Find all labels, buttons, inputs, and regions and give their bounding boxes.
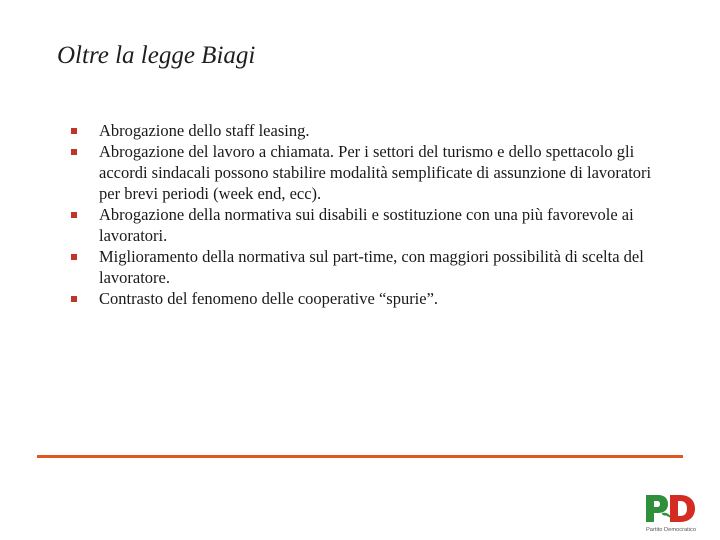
square-bullet-icon [71,296,77,302]
bullet-item [70,204,670,246]
bullet-item [70,120,670,141]
bullet-text: Miglioramento della normativa sul part-time, con maggiori possibilità di scelta del lavoratore. [99,247,644,287]
logo-tagline: Partito Democratico [646,527,697,533]
square-bullet-icon [71,212,77,218]
bullet-list [70,120,670,309]
bullet-item [70,141,670,204]
logo-letter-p [646,495,668,522]
bullet-text: Abrogazione della normativa sui disabili e sostituzione con una più favorevole ai lavoratori. [99,205,634,245]
pd-logo [643,493,699,533]
divider-rule [37,455,683,458]
bullet-text: Abrogazione del lavoro a chiamata. Per i settori del turismo e dello spettacolo gli accordi sindacali possono stabilire modalità semplificate di assunzione di lavoratori per brevi periodi (week end, ecc). [99,142,652,203]
logo-letter-d [670,495,695,522]
square-bullet-icon [71,149,77,155]
bullet-item [70,288,670,309]
slide-title: Oltre la legge Biagi [57,42,256,69]
bullet-text: Abrogazione dello staff leasing. [99,121,310,140]
square-bullet-icon [71,128,77,134]
bullet-item [70,246,670,288]
square-bullet-icon [71,254,77,260]
bullet-text: Contrasto del fenomeno delle cooperative “spurie”. [99,289,439,308]
